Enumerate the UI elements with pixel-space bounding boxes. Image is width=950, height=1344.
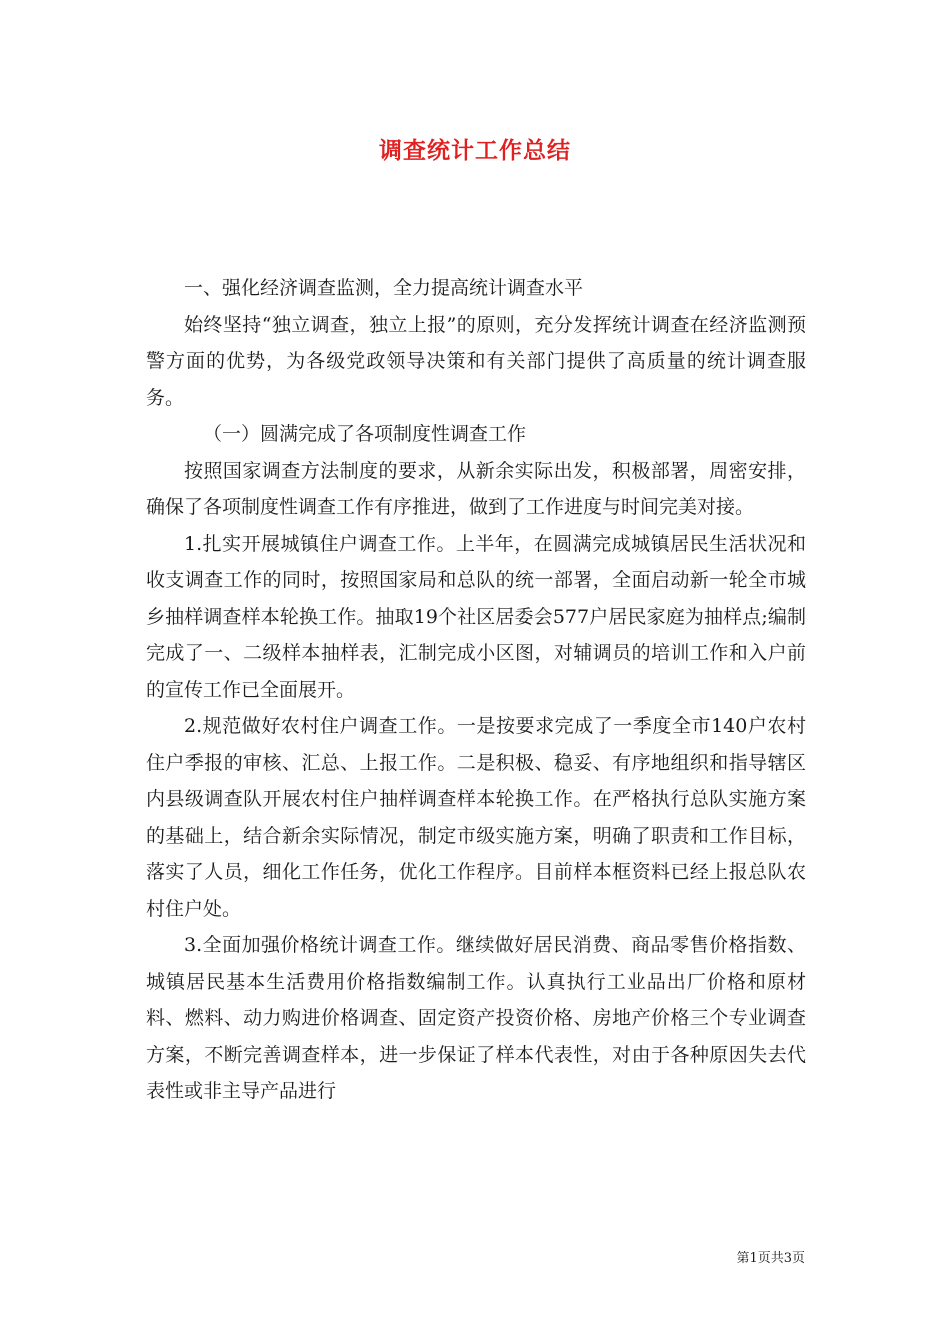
section-heading: 一、强化经济调查监测，全力提高统计调查水平 <box>184 277 584 299</box>
document-body <box>146 270 806 1110</box>
paragraph: 2.规范做好农村住户调查工作。一是按要求完成了一季度全市140户农村住户季报的审核、汇总、上报工作。二是积极、稳妥、有序地组织和指导辖区内县级调查队开展农村住户抽样调查样本轮换工作。在严格执行总队实施方案的基础上，结合新余实际情况，制定市级实施方案，明确了职责和工作目标，落实了人员，细化工作任务，优化工作程序。目前样本框资料已经上报总队农村住户处。 <box>146 715 806 920</box>
paragraph: 1.扎实开展城镇住户调查工作。上半年，在圆满完成城镇居民生活状况和收支调查工作的同时，按照国家局和总队的统一部署，全面启动新一轮全市城乡抽样调查样本轮换工作。抽取19个社区居委会577户居民家庭为抽样点;编制完成了一、二级样本抽样表，汇制完成小区图，对辅调员的培训工作和入户前的宣传工作已全面展开。 <box>146 532 806 701</box>
paragraph: 始终坚持“独立调查，独立上报”的原则，充分发挥统计调查在经济监测预警方面的优势，为各级党政领导决策和有关部门提供了高质量的统计调查服务。 <box>146 313 806 409</box>
subsection-heading: （一）圆满完成了各项制度性调查工作 <box>203 423 527 445</box>
page-number-footer: 第1页共3页 <box>736 1251 805 1266</box>
document-title: 调查统计工作总结 <box>379 138 571 164</box>
paragraph: 按照国家调查方法制度的要求，从新余实际出发，积极部署，周密安排，确保了各项制度性调查工作有序推进，做到了工作进度与时间完美对接。 <box>146 459 806 518</box>
paragraph: 3.全面加强价格统计调查工作。继续做好居民消费、商品零售价格指数、城镇居民基本生活费用价格指数编制工作。认真执行工业品出厂价格和原材料、燃料、动力购进价格调查、固定资产投资价格、房地产价格三个专业调查方案，不断完善调查样本，进一步保证了样本代表性，对由于各种原因失去代表性或非主导产品进行 <box>146 934 806 1102</box>
